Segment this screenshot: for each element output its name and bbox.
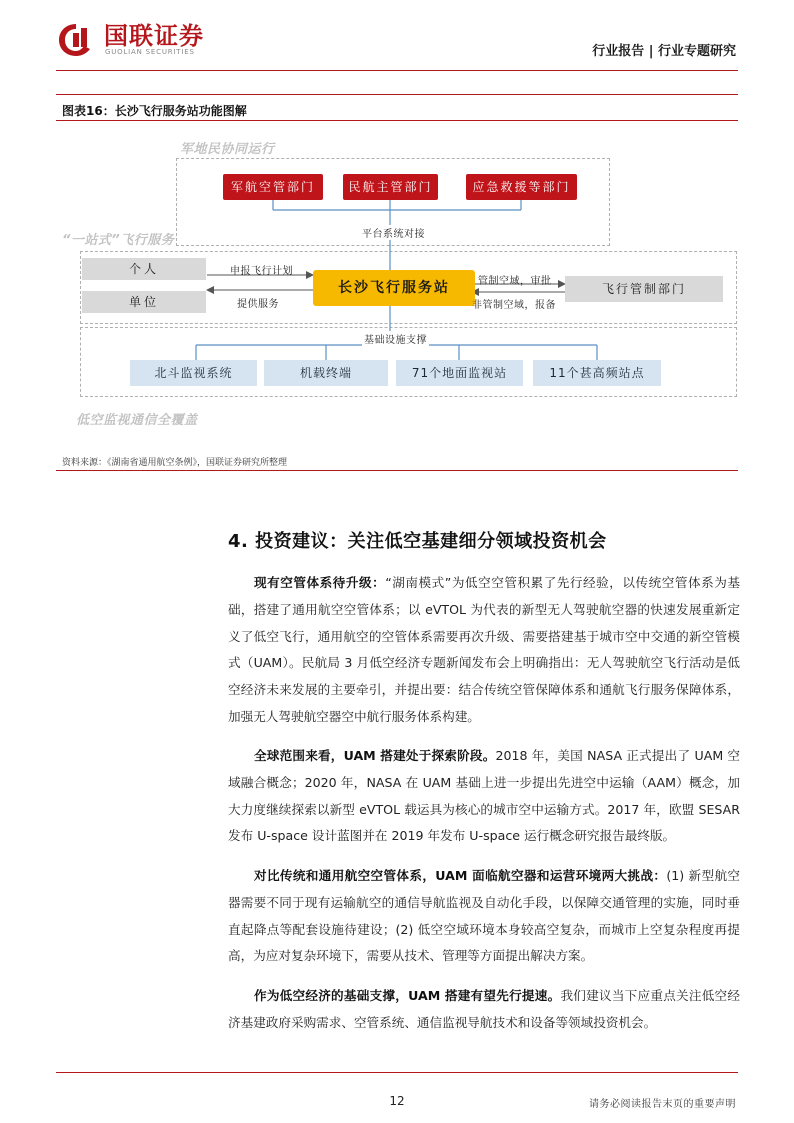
infrastructure-label: 基础设施支撑: [362, 331, 429, 346]
paragraph-1: [228, 570, 740, 731]
civil-aviation-box: 民航主管部门: [343, 174, 438, 200]
uncontrolled-airspace-label: 非管制空域，报备: [472, 300, 556, 311]
paragraph-text: 我们建议当下应重点关注低空经济基建政府采购需求、空管系统、通信监视导航技术和设备等领域投资机会。: [228, 988, 740, 1030]
vhf-station-box: 11个甚高频站点: [533, 360, 661, 386]
report-type-label: 行业报告 | 行业专题研究: [592, 44, 736, 59]
platform-link-label: 平台系统对接: [360, 225, 427, 240]
airborne-terminal-box: 机载终端: [264, 360, 388, 386]
flight-control-dept-box: 飞行管制部门: [565, 276, 723, 302]
paragraph-text: 2018 年，美国 NASA 正式提出了 UAM 空域融合概念；2020 年，NASA 在 UAM 基础上进一步提出先进空中运输（AAM）概念，加大力度继续探索以新型 eVTOL 载运具为核心的城市空中运输方式。2017 年，欧盟 SESAR 发布 U-space 设计蓝图并在 2019 年发布 U-space 运行概念研究报告最终版。: [228, 748, 740, 844]
paragraph-lead: 对比传统和通用航空空管体系，UAM 面临航空器和运营环境两大挑战：: [254, 868, 667, 883]
paragraph-lead: 全球范围来看，UAM 搭建处于探索阶段。: [254, 748, 496, 763]
disclaimer-note: 请务必阅读报告末页的重要声明: [589, 1099, 736, 1110]
paragraph-lead: 现有空管体系待升级：: [254, 575, 386, 590]
military-atc-box: 军航空管部门: [223, 174, 323, 200]
individual-box: 个人: [82, 258, 206, 280]
figure-bottom-divider: [56, 470, 738, 471]
paragraph-2: [228, 743, 740, 850]
middle-group-label: “一站式”飞行服务: [62, 233, 175, 248]
logo-text-en: GUOLIAN SECURITIES: [105, 48, 195, 56]
paragraph-3: [228, 863, 740, 970]
page-number: 12: [389, 1094, 405, 1108]
organization-box: 单位: [82, 291, 206, 313]
bottom-group-label: 低空监视通信全覆盖: [76, 413, 198, 428]
paragraph-text: (1) 新型航空器需要不同于现有运输航空的通信导航监视及自动化手段，以保障交通管理的实施，同时垂直起降点等配套设施待建设；(2) 低空空域环境本身较高空复杂，而城市上空复杂程度再提高，为应对复杂环境下，需要从技术、管理等方面提出解决方案。: [228, 868, 740, 964]
emergency-rescue-box: 应急救援等部门: [466, 174, 577, 200]
figure-caption: 图表16：长沙飞行服务站功能图解: [62, 104, 247, 118]
paragraph-text: “湖南模式”为低空空管积累了先行经验，以传统空管体系为基础，搭建了通用航空空管体系；以 eVTOL 为代表的新型无人驾驶航空器的快速发展重新定义了低空飞行，通用航空的空管体系需要再次升级、需要搭建基于城市空中交通的新空管模式（UAM）。民航局 3 月低空经济专题新闻发布会上明确指出：无人驾驶航空飞行活动是低空经济未来发展的主要牵引，并提出要：结合传统空管保障体系和通航飞行服务保障体系，加强无人驾驶航空器空中航行服务体系构建。: [228, 575, 740, 724]
top-group-label: 军地民协同运行: [180, 142, 275, 157]
ground-station-box: 71个地面监视站: [396, 360, 523, 386]
controlled-airspace-label: 管制空域，审批: [478, 276, 552, 287]
beidou-monitoring-box: 北斗监视系统: [130, 360, 257, 386]
figure-source: 资料来源：《湖南省通用航空条例》，国联证券研究所整理: [62, 458, 288, 468]
paragraph-4: [228, 983, 740, 1037]
provide-service-label: 提供服务: [237, 299, 279, 310]
logo-text-cn: 国联证券: [104, 22, 204, 50]
section-title: 4. 投资建议：关注低空基建细分领域投资机会: [228, 531, 607, 552]
changsha-flight-service-station: 长沙飞行服务站: [313, 270, 475, 306]
paragraph-lead: 作为低空经济的基础支撑，UAM 搭建有望先行提速。: [254, 988, 561, 1003]
footer-divider: [56, 1072, 738, 1073]
submit-plan-label: 申报飞行计划: [230, 266, 293, 277]
